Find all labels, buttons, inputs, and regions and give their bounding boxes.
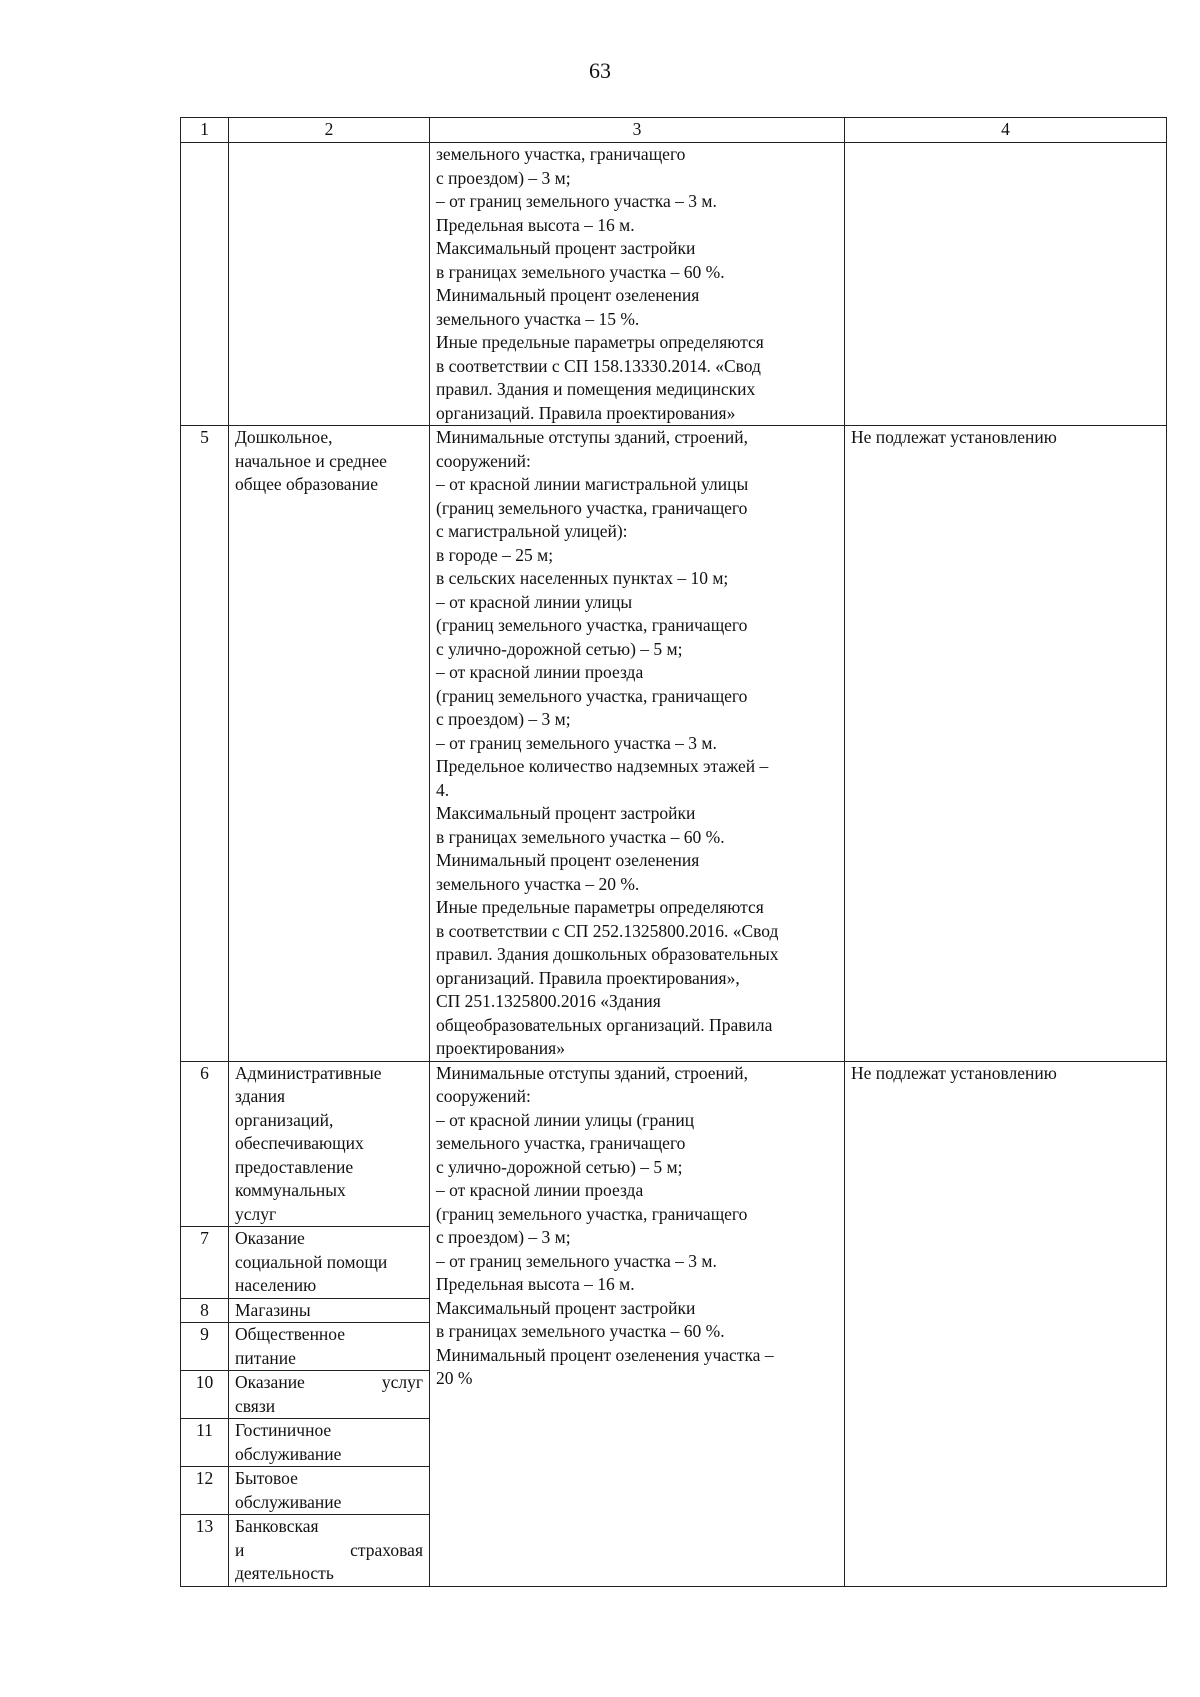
param-line: – от красной линии магистральной улицы: [436, 474, 749, 494]
param-line: – от красной линии улицы: [436, 591, 633, 612]
param-line: земельного участка – 15 %.: [436, 308, 640, 329]
cell-num: 8: [181, 1298, 229, 1323]
name-line: общее образование: [235, 474, 379, 494]
param-line: правил. Здания дошкольных образовательных: [436, 944, 779, 964]
param-line: проектирования»: [436, 1038, 565, 1058]
param-line: в городе – 25 м;: [436, 544, 554, 565]
param-line: организаций. Правила проектирования»: [436, 402, 736, 423]
param-line: с магистральной улицей):: [436, 521, 628, 541]
name-line: Дошкольное,: [235, 427, 333, 447]
param-line: земельного участка, граничащего: [436, 144, 686, 164]
name-line: обеспечивающих: [235, 1133, 364, 1153]
name-line: социальной помощи: [235, 1251, 388, 1272]
restrictions-text: Не подлежат установлению: [851, 1062, 1057, 1083]
table-row-6: [181, 1061, 1167, 1227]
param-line: земельного участка – 20 %.: [436, 873, 640, 894]
param-line: – от границ земельного участка – 3 м.: [436, 732, 717, 753]
name-line: коммунальных: [235, 1180, 346, 1200]
param-line: организаций. Правила проектирования»,: [436, 967, 740, 988]
name-line: предоставление: [235, 1156, 354, 1177]
param-line: в соответствии с СП 158.13330.2014. «Свод: [436, 355, 761, 376]
param-line: СП 251.1325800.2016 «Здания: [436, 991, 661, 1011]
name-line: услуг: [235, 1203, 277, 1224]
param-line: Предельное количество надземных этажей –: [436, 756, 769, 776]
cell-name: [229, 1515, 430, 1587]
param-line: правил. Здания и помещения медицинских: [436, 379, 756, 399]
param-line: Минимальный процент озеленения участка –: [436, 1344, 774, 1365]
table-header-row: [181, 118, 1167, 143]
name-line: населению: [235, 1275, 317, 1295]
name-line: начальное и среднее: [235, 450, 387, 471]
cell-num: 9: [181, 1323, 229, 1371]
page-number: 63: [589, 58, 611, 83]
param-line: с проездом) – 3 м;: [436, 167, 571, 188]
cell-num: 13: [181, 1515, 229, 1587]
name-line: Оказание: [235, 1228, 305, 1248]
param-line: в границах земельного участка – 60 %.: [436, 261, 725, 282]
param-line: – от красной линии проезда: [436, 1180, 644, 1200]
param-line: Минимальные отступы зданий, строений,: [436, 1062, 749, 1083]
name-line: Административные: [235, 1062, 382, 1083]
param-line: Максимальный процент застройки: [436, 803, 696, 823]
param-line: Иные предельные параметры определяются: [436, 332, 764, 352]
name-line: Гостиничное: [235, 1420, 332, 1440]
cell-num: [181, 143, 229, 426]
name-line: Магазины: [235, 1299, 311, 1320]
cell-name: [229, 1061, 430, 1227]
param-line: земельного участка, граничащего: [436, 1133, 686, 1153]
cell-num: 10: [181, 1371, 229, 1419]
param-line: Минимальные отступы зданий, строений,: [436, 427, 749, 447]
param-line: в границах земельного участка – 60 %.: [436, 1321, 725, 1341]
param-line: сооружений:: [436, 450, 531, 471]
param-line: (границ земельного участка, граничащего: [436, 615, 748, 635]
cell-name: [229, 1419, 430, 1467]
param-line: с проездом) – 3 м;: [436, 1227, 571, 1247]
name-line: обслуживание: [235, 1491, 342, 1512]
name-line: питание: [235, 1347, 296, 1368]
param-line: сооружений:: [436, 1086, 531, 1106]
param-line: в сельских населенных пунктах – 10 м;: [436, 568, 729, 588]
name-line: Общественное: [235, 1324, 346, 1344]
param-line: Минимальный процент озеленения: [436, 850, 700, 870]
param-line: (границ земельного участка, граничащего: [436, 685, 748, 706]
name-line: Бытовое: [235, 1468, 298, 1488]
header-col-4: 4: [845, 118, 1167, 143]
cell-name: [229, 143, 430, 426]
name-line: связи: [235, 1395, 276, 1416]
restrictions-text: Не подлежат установлению: [851, 427, 1057, 447]
cell-name: [229, 1371, 430, 1419]
cell-num: 6: [181, 1061, 229, 1227]
param-line: – от границ земельного участка – 3 м.: [436, 191, 717, 211]
cell-params: [430, 143, 845, 426]
param-line: в границах земельного участка – 60 %.: [436, 826, 725, 847]
param-line: с улично-дорожной сетью) – 5 м;: [436, 1156, 683, 1177]
param-line: 20 %: [436, 1368, 473, 1388]
name-line: обслуживание: [235, 1443, 342, 1464]
param-line: – от красной линии улицы (границ: [436, 1109, 695, 1130]
cell-name: [229, 1467, 430, 1515]
cell-num: 7: [181, 1227, 229, 1299]
param-line: 4.: [436, 779, 450, 800]
cell-num: 5: [181, 426, 229, 1062]
param-line: общеобразовательных организаций. Правила: [436, 1014, 773, 1035]
param-line: Минимальный процент озеленения: [436, 285, 700, 305]
name-line: Банковская: [235, 1516, 319, 1536]
cell-restrictions: [845, 143, 1167, 426]
param-line: – от красной линии проезда: [436, 662, 644, 682]
param-line: (границ земельного участка, граничащего: [436, 1203, 748, 1224]
regulations-table: [180, 117, 1167, 1587]
param-line: с проездом) – 3 м;: [436, 709, 571, 729]
name-line: деятельность: [235, 1563, 334, 1583]
cell-params: [430, 1061, 845, 1586]
param-line: Предельная высота – 16 м.: [436, 214, 635, 235]
table-row-5: [181, 426, 1167, 1062]
param-line: Максимальный процент застройки: [436, 1297, 696, 1318]
cell-params: [430, 426, 845, 1062]
param-line: Иные предельные параметры определяются: [436, 897, 764, 917]
name-line: и страховая: [235, 1539, 423, 1560]
table-row-continued: [181, 143, 1167, 426]
header-col-1: 1: [181, 118, 229, 143]
cell-num: 12: [181, 1467, 229, 1515]
cell-name: [229, 1323, 430, 1371]
name-line: Оказание услуг: [235, 1372, 423, 1392]
param-line: с улично-дорожной сетью) – 5 м;: [436, 638, 683, 659]
cell-restrictions: [845, 426, 1167, 1062]
param-line: Предельная высота – 16 м.: [436, 1274, 635, 1294]
cell-name: [229, 1298, 430, 1323]
param-line: (границ земельного участка, граничащего: [436, 497, 748, 518]
cell-num: 11: [181, 1419, 229, 1467]
param-line: в соответствии с СП 252.1325800.2016. «Свод: [436, 920, 779, 941]
cell-name: [229, 1227, 430, 1299]
cell-name: [229, 426, 430, 1062]
param-line: Максимальный процент застройки: [436, 238, 696, 258]
header-col-3: 3: [430, 118, 845, 143]
header-col-2: 2: [229, 118, 430, 143]
name-line: здания: [235, 1086, 286, 1106]
name-line: организаций,: [235, 1109, 334, 1130]
param-line: – от границ земельного участка – 3 м.: [436, 1250, 717, 1271]
cell-restrictions: [845, 1061, 1167, 1586]
